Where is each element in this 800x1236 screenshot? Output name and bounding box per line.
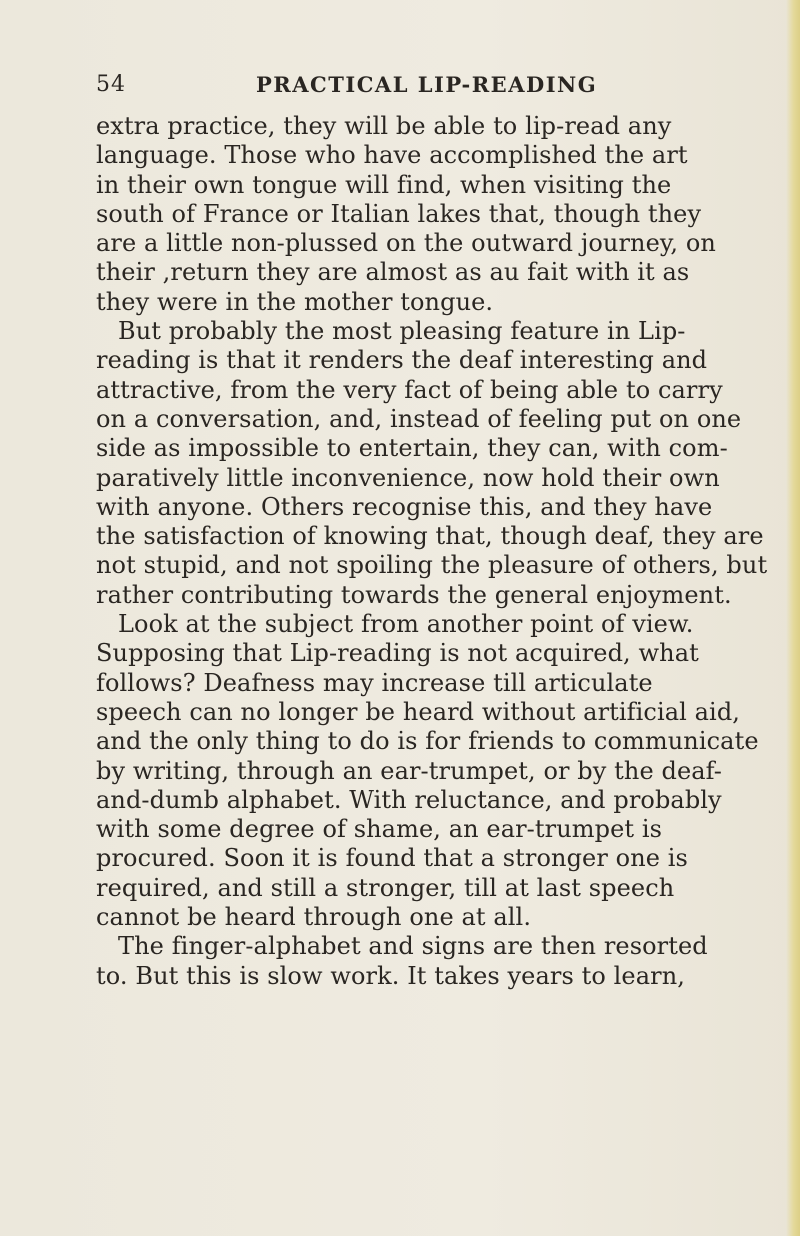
text-line: are a little non-plussed on the outward journey, on	[96, 229, 716, 258]
text-line: follows? Deafness may increase till articulate	[96, 668, 653, 697]
text-line: procured. Soon it is found that a stronger one is	[96, 844, 688, 873]
text-line: in their own tongue will find, when visiting the	[96, 170, 672, 199]
text-line: cannot be heard through one at all.	[96, 903, 532, 932]
text-line: extra practice, they will be able to lip-read any	[96, 112, 672, 140]
text-line: language. Those who have accomplished the art	[96, 141, 688, 170]
text-line: rather contributing towards the general enjoyment.	[96, 580, 732, 609]
text-line: the satisfaction of knowing that, though deaf, they are	[96, 522, 764, 551]
text-line: on a conversation, and, instead of feeling put on one	[96, 404, 742, 433]
text-line: Supposing that Lip-reading is not acquired, what	[96, 639, 699, 668]
text-line: their ,return they are almost as au fait with it as	[96, 258, 690, 287]
body-text	[96, 112, 768, 991]
text-line: by writing, through an ear-trumpet, or by the deaf-	[96, 756, 723, 785]
text-line: required, and still a stronger, till at last speech	[96, 873, 675, 902]
text-line: with some degree of shame, an ear-trumpet is	[96, 815, 663, 844]
text-line: But probably the most pleasing feature in Lip-	[118, 317, 686, 346]
text-line: Look at the subject from another point of view.	[118, 610, 694, 639]
text-line: to. But this is slow work. It takes years to learn,	[96, 961, 685, 990]
text-line: they were in the mother tongue.	[96, 287, 494, 316]
text-line: side as impossible to entertain, they can, with com-	[96, 434, 728, 463]
page-edge	[786, 0, 800, 1236]
text-line: not stupid, and not spoiling the pleasure of others, but	[96, 551, 768, 580]
text-line: south of France or Italian lakes that, though they	[96, 199, 702, 228]
text-line: with anyone. Others recognise this, and they have	[96, 492, 713, 521]
text-line: and the only thing to do is for friends to communicate	[96, 727, 759, 756]
text-line: reading is that it renders the deaf interesting and	[96, 346, 708, 375]
running-title: PRACTICAL LIP-READING	[256, 72, 598, 97]
text-line: speech can no longer be heard without artificial aid,	[96, 697, 741, 726]
text-line: paratively little inconvenience, now hold their own	[96, 463, 720, 492]
page-number: 54	[96, 72, 126, 97]
text-line: The finger-alphabet and signs are then resorted	[118, 932, 708, 961]
text-line: and-dumb alphabet. With reluctance, and probably	[96, 785, 722, 814]
running-head	[96, 72, 726, 106]
text-line: attractive, from the very fact of being able to carry	[96, 375, 723, 404]
